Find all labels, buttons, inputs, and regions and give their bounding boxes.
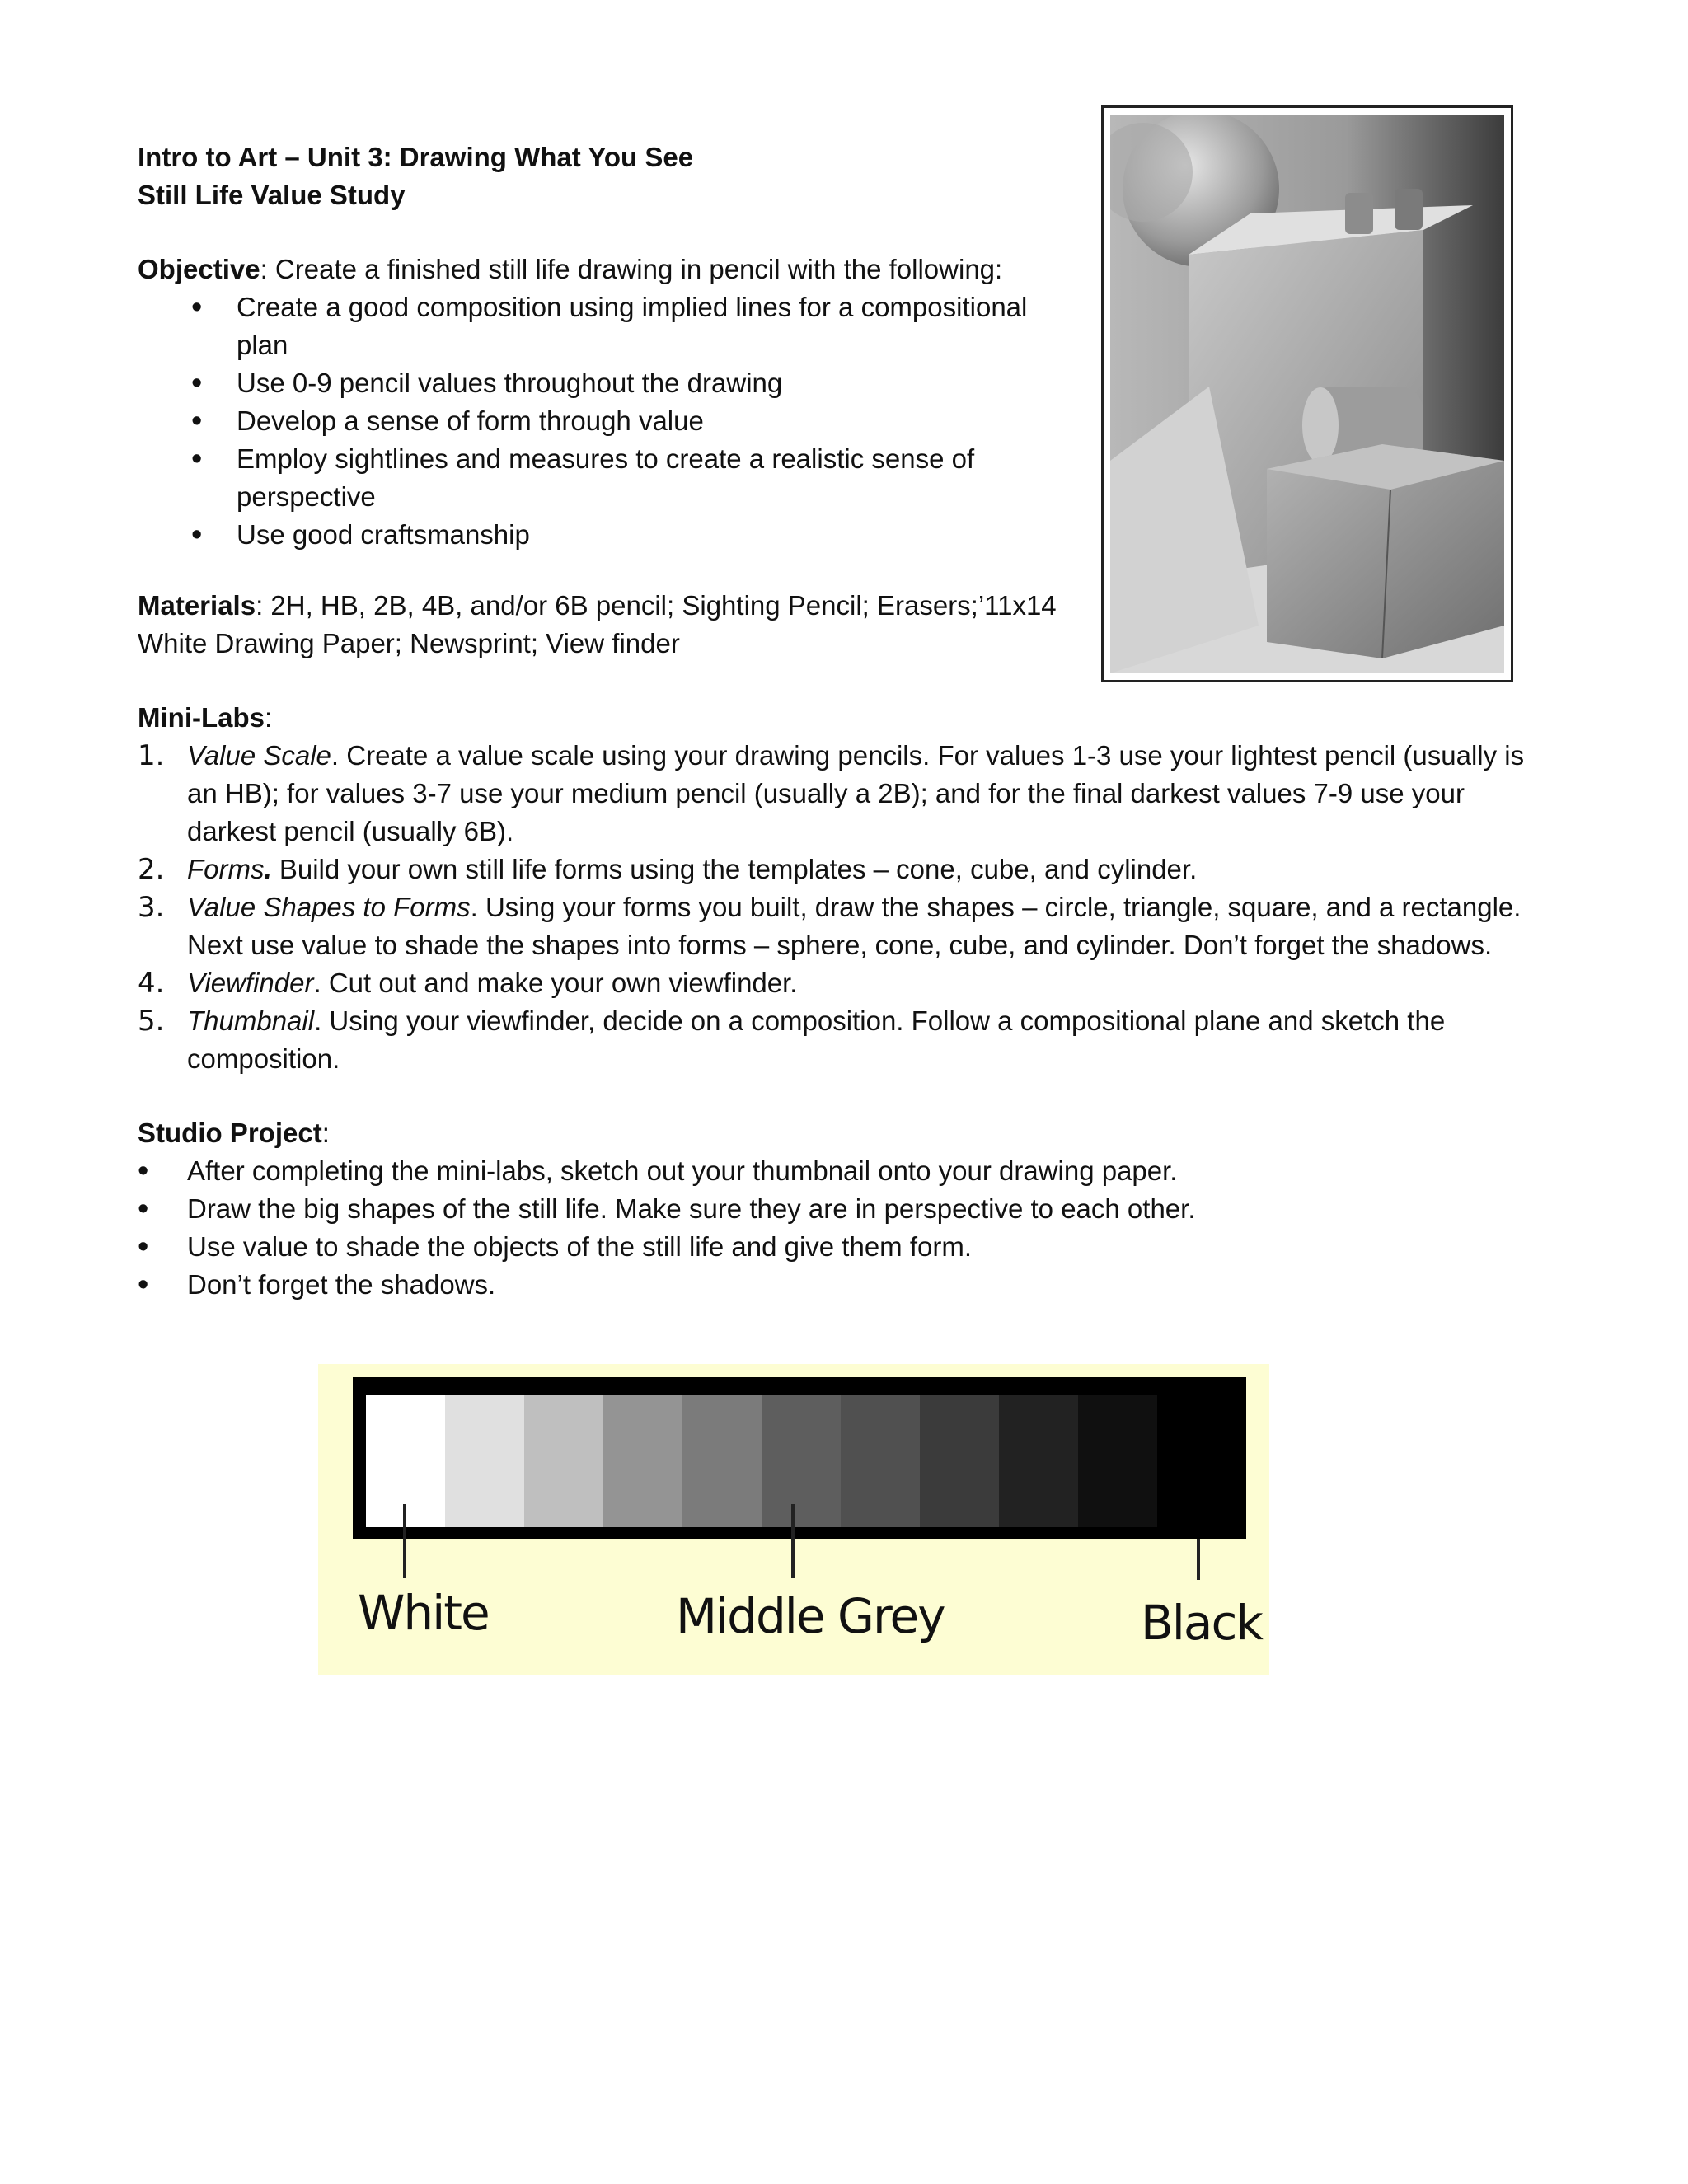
studio-list <box>138 1152 1555 1304</box>
minilabs-section <box>138 699 1555 1078</box>
studio-item: • Use value to shade the objects of the still life and give them form. <box>187 1228 1555 1266</box>
studio-heading <box>138 1114 1555 1152</box>
value-scale-cell <box>524 1395 603 1527</box>
studio-item: • Don’t forget the shadows. <box>187 1266 1555 1304</box>
minilab-title: Value Shapes to Forms <box>187 892 471 922</box>
studio-label: Studio Project <box>138 1118 322 1148</box>
studio-section <box>138 1114 1555 1304</box>
minilabs-heading <box>138 699 1555 737</box>
minilab-title: Value Scale <box>187 740 331 771</box>
value-scale-cell <box>999 1395 1078 1527</box>
materials-label: Materials <box>138 590 256 621</box>
minilab-number: 2. <box>138 853 165 886</box>
objective-item: • Create a good composition using implied lines for a compositional plan <box>237 288 1085 364</box>
value-scale-cell <box>603 1395 682 1527</box>
minilab-title-suffix: . <box>264 854 272 884</box>
objective-intro: : Create a finished still life drawing in pencil with the following: <box>260 254 1003 284</box>
minilab-item <box>138 888 1555 964</box>
minilab-title: Thumbnail <box>187 1005 315 1036</box>
objective-item: • Use good craftsmanship <box>237 516 1085 554</box>
objective-item: • Develop a sense of form through value <box>237 402 1085 440</box>
minilab-title: Forms <box>187 854 265 884</box>
objective-item: • Use 0-9 pencil values throughout the drawing <box>237 364 1085 402</box>
materials-section <box>138 587 1069 663</box>
document-title: Intro to Art – Unit 3: Drawing What You See <box>138 142 694 172</box>
studio-colon: : <box>321 1118 330 1148</box>
studio-item: • Draw the big shapes of the still life. Make sure they are in perspective to each other. <box>187 1190 1555 1228</box>
value-scale-cells <box>366 1395 1157 1527</box>
materials-text: : 2H, HB, 2B, 4B, and/or 6B pencil; Sighting Pencil; Erasers;’11x14 White Drawing Paper; Newsprint; View finder <box>138 590 1057 658</box>
minilab-text: . Using your forms you built, draw the shapes – circle, triangle, square, and a rectangle. Next use value to shade the shapes into forms – sphere, cone, cube, and cylinder. Don’t forget the shadows. <box>187 892 1522 960</box>
minilab-number: 1. <box>138 739 165 772</box>
minilab-text: Build your own still life forms using the templates – cone, cube, and cylinder. <box>271 854 1198 884</box>
minilab-item <box>138 964 1555 1002</box>
objective-line <box>138 251 1085 288</box>
minilabs-list <box>138 737 1555 1078</box>
objective-list <box>138 288 1085 554</box>
value-scale-cell <box>445 1395 524 1527</box>
white-label: White <box>358 1585 489 1641</box>
middle-grey-tick <box>791 1504 795 1578</box>
value-scale-graphic <box>318 1364 1269 1675</box>
still-life-drawing-image <box>1101 105 1513 682</box>
minilab-item <box>138 737 1555 851</box>
minilab-number: 4. <box>138 967 165 1000</box>
minilab-item <box>138 851 1555 888</box>
objective-label: Objective <box>138 254 260 284</box>
value-scale-cell <box>841 1395 920 1527</box>
minilabs-label: Mini-Labs <box>138 702 265 733</box>
minilab-number: 5. <box>138 1005 165 1038</box>
minilab-number: 3. <box>138 891 165 924</box>
black-tick <box>1197 1539 1200 1580</box>
white-tick <box>403 1504 406 1578</box>
black-label: Black <box>1141 1595 1262 1651</box>
value-scale-bar <box>353 1377 1246 1539</box>
minilabs-colon: : <box>265 702 273 733</box>
document-subtitle: Still Life Value Study <box>138 180 406 210</box>
objective-item: • Employ sightlines and measures to create a realistic sense of perspective <box>237 440 1085 516</box>
value-scale-cell <box>1078 1395 1157 1527</box>
minilab-item <box>138 1002 1555 1078</box>
minilab-text: . Cut out and make your own viewfinder. <box>313 968 798 998</box>
middle-grey-label: Middle Grey <box>676 1588 945 1644</box>
still-life-drawing <box>1110 115 1504 673</box>
objective-section <box>138 251 1085 554</box>
studio-item: • After completing the mini-labs, sketch out your thumbnail onto your drawing paper. <box>187 1152 1555 1190</box>
document-header <box>138 138 1061 214</box>
minilab-text: . Using your viewfinder, decide on a composition. Follow a compositional plane and sketch the composition. <box>187 1005 1446 1074</box>
value-scale-cell <box>920 1395 999 1527</box>
value-scale-cell <box>762 1395 841 1527</box>
minilab-title: Viewfinder <box>187 968 314 998</box>
minilab-text: . Create a value scale using your drawing pencils. For values 1-3 use your lightest pencil (usually is an HB); for values 3-7 use your medium pencil (usually a 2B); and for the final darkest values 7-9 use your darkest pencil (usually 6B). <box>187 740 1525 846</box>
value-scale-cell <box>682 1395 762 1527</box>
